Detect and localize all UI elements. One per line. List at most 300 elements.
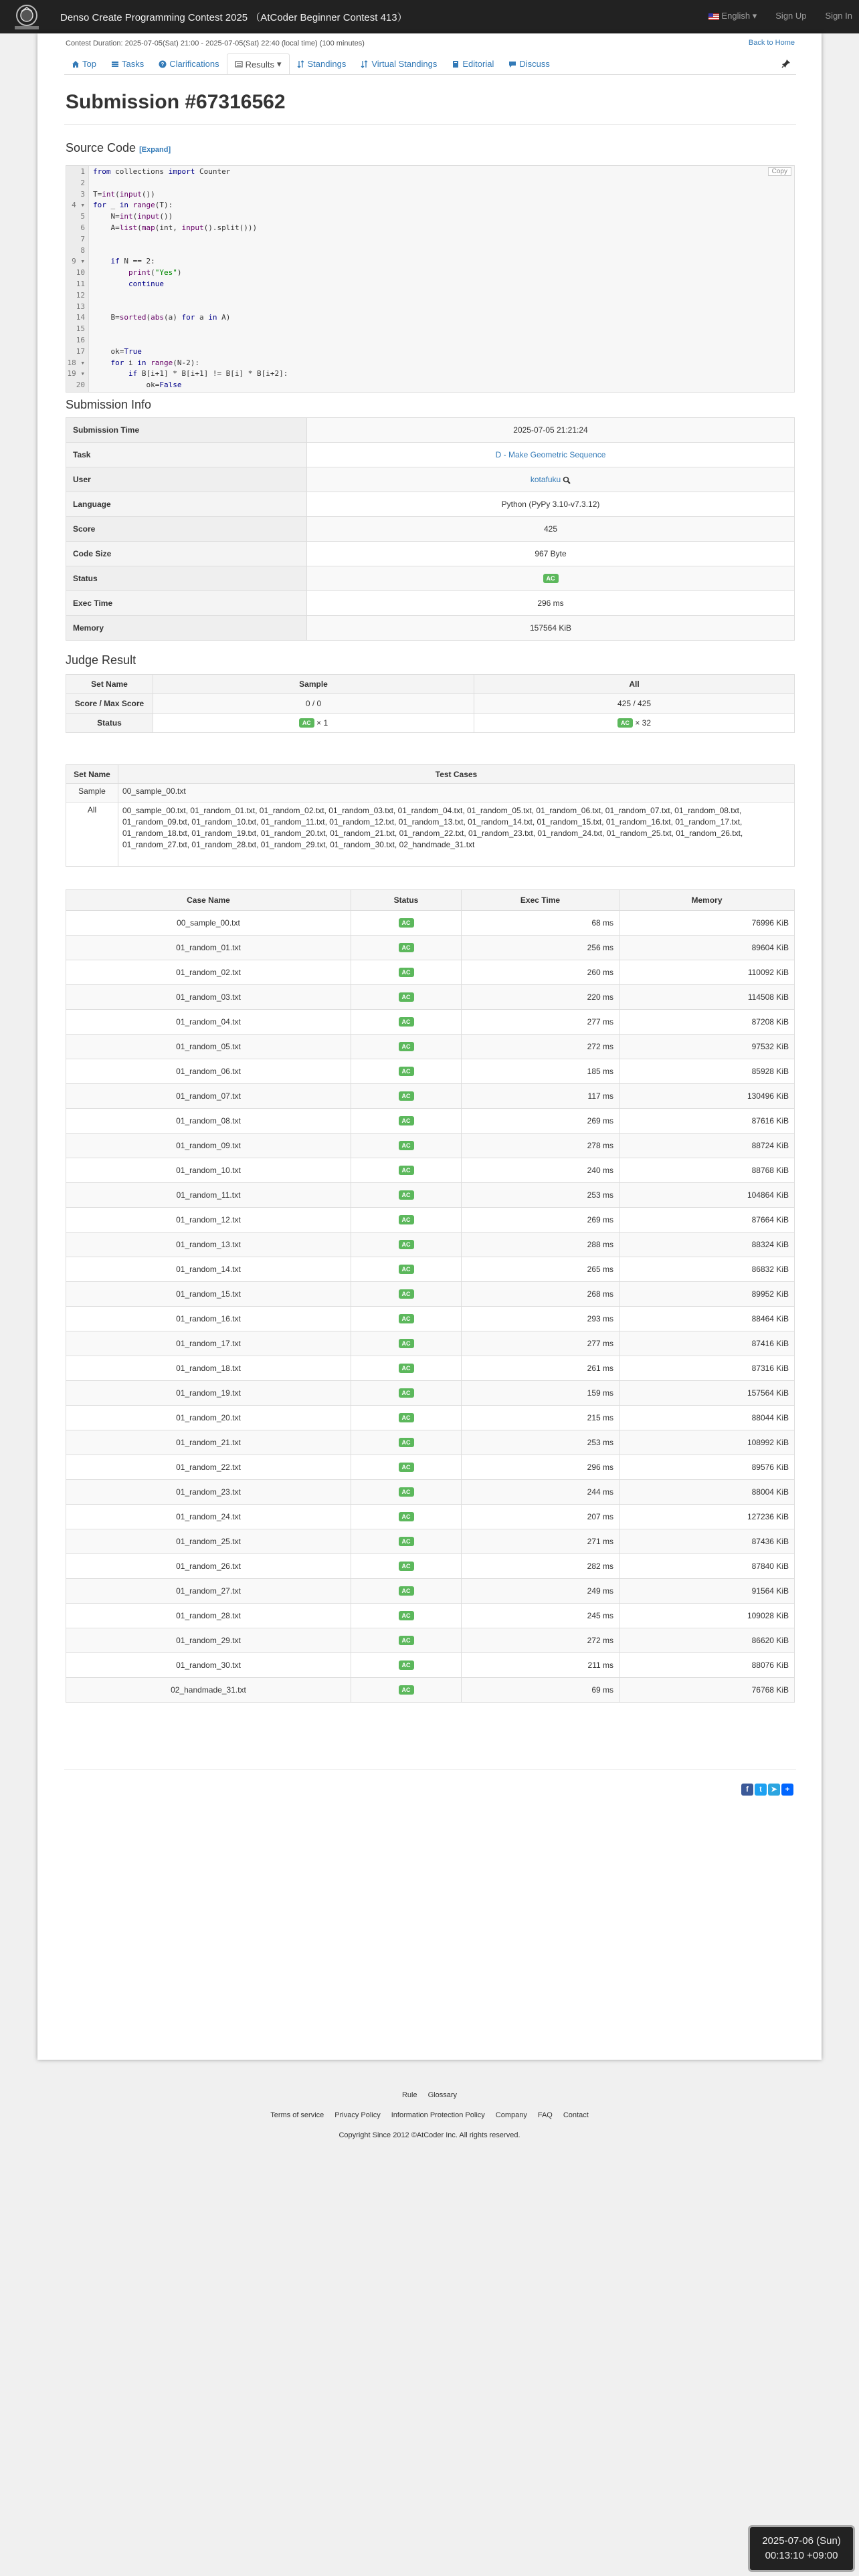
clock-time: 00:13:10 +09:00: [765, 2550, 838, 2561]
case-name: 01_random_20.txt: [66, 1406, 351, 1430]
line-number: 6: [80, 223, 85, 232]
fixed-clock: [748, 2525, 855, 2572]
share-buttons: [741, 1784, 793, 1796]
case-status: [351, 1257, 462, 1282]
case-exec-time: 69 ms: [462, 1678, 619, 1703]
case-memory: 104864 KiB: [619, 1183, 795, 1208]
info-row: [66, 517, 795, 542]
info-label: Exec Time: [66, 591, 307, 616]
flag-icon: [708, 13, 719, 20]
case-status: [351, 1579, 462, 1604]
code-line: [66, 302, 85, 312]
case-exec-time: 265 ms: [462, 1257, 619, 1282]
code-line: [66, 268, 182, 278]
table-row: [66, 1505, 795, 1529]
status-badge: AC: [399, 1017, 414, 1027]
set-name-all: All: [66, 802, 118, 867]
footer-link-privacy-policy[interactable]: Privacy Policy: [335, 2111, 381, 2119]
status-badge: AC: [399, 1562, 414, 1571]
table-row: [66, 1480, 795, 1505]
code-line: [66, 381, 182, 390]
case-name: 01_random_27.txt: [66, 1579, 351, 1604]
judge-col-sample: Sample: [153, 675, 474, 694]
case-exec-time: 282 ms: [462, 1554, 619, 1579]
case-exec-time: 256 ms: [462, 936, 619, 960]
case-exec-time: 215 ms: [462, 1406, 619, 1430]
status-badge: AC: [399, 968, 414, 977]
page-title: Submission #67316562: [66, 91, 286, 113]
code-text: for _ in range(T):: [93, 201, 173, 210]
search-icon[interactable]: [563, 476, 571, 484]
case-exec-time: 244 ms: [462, 1480, 619, 1505]
home-icon: [72, 60, 80, 68]
case-exec-time: 220 ms: [462, 985, 619, 1010]
table-row: [66, 1158, 795, 1183]
tab-standings[interactable]: Standings: [290, 53, 354, 74]
case-memory: 88768 KiB: [619, 1158, 795, 1183]
status-badge: AC: [399, 1636, 414, 1645]
source-code-heading: Source Code [Expand]: [66, 141, 171, 154]
info-value: [307, 418, 795, 443]
case-memory: 88324 KiB: [619, 1232, 795, 1257]
case-exec-time: 261 ms: [462, 1356, 619, 1381]
pin-icon[interactable]: [781, 59, 791, 68]
case-memory: 91564 KiB: [619, 1579, 795, 1604]
case-name: 01_random_03.txt: [66, 985, 351, 1010]
table-row: [66, 1208, 795, 1232]
table-row: [66, 1232, 795, 1257]
col-case-name: Case Name: [66, 890, 351, 911]
case-name: 01_random_29.txt: [66, 1628, 351, 1653]
case-status: [351, 1529, 462, 1554]
info-label: Code Size: [66, 542, 307, 566]
case-exec-time: 117 ms: [462, 1084, 619, 1109]
code-text: if B[i+1] * B[i+1] != B[i] * B[i+2]:: [128, 369, 288, 379]
info-row: [66, 467, 795, 492]
table-row: [66, 1084, 795, 1109]
user-link[interactable]: kotafuku: [530, 475, 561, 484]
status-badge: AC: [399, 1042, 414, 1051]
code-line: [66, 346, 142, 356]
case-status: [351, 1183, 462, 1208]
judge-col-set-name: Set Name: [66, 675, 153, 694]
line-number: 14: [76, 313, 85, 322]
case-name: 01_random_01.txt: [66, 936, 351, 960]
case-status: [351, 1282, 462, 1307]
table-row: [66, 1554, 795, 1579]
judge-result-heading: Judge Result: [66, 653, 136, 667]
status-badge: AC: [399, 1537, 414, 1546]
info-value: [307, 566, 795, 591]
status-badge: AC: [399, 1339, 414, 1348]
case-exec-time: 293 ms: [462, 1307, 619, 1331]
table-row: [66, 1406, 795, 1430]
table-row: [66, 1307, 795, 1331]
status-badge: AC: [399, 1388, 414, 1398]
all-status: AC × 32: [474, 714, 795, 733]
case-exec-time: 272 ms: [462, 1035, 619, 1059]
sort-icon: [297, 60, 305, 68]
case-memory: 114508 KiB: [619, 985, 795, 1010]
tab-tasks[interactable]: Tasks: [104, 53, 151, 74]
case-memory: 89576 KiB: [619, 1455, 795, 1480]
sample-score: 0 / 0: [153, 694, 474, 714]
case-status: [351, 1134, 462, 1158]
code-text: N=int(input()): [93, 212, 173, 221]
case-exec-time: 296 ms: [462, 1455, 619, 1480]
case-status: [351, 960, 462, 985]
code-text: A=list(map(int, input().split())): [93, 223, 258, 232]
tab-discuss[interactable]: Discuss: [501, 53, 557, 74]
table-row: [66, 1678, 795, 1703]
case-status: [351, 1480, 462, 1505]
case-exec-time: 253 ms: [462, 1430, 619, 1455]
case-memory: 87436 KiB: [619, 1529, 795, 1554]
case-status: [351, 1158, 462, 1183]
code-line: [66, 324, 85, 334]
info-value: [307, 591, 795, 616]
case-name: 01_random_22.txt: [66, 1455, 351, 1480]
status-badge: AC: [399, 1067, 414, 1076]
case-status: [351, 1059, 462, 1084]
status-badge: AC: [399, 1265, 414, 1274]
case-name: 00_sample_00.txt: [66, 911, 351, 936]
case-exec-time: 207 ms: [462, 1505, 619, 1529]
table-row: [66, 1628, 795, 1653]
table-row: [66, 1529, 795, 1554]
case-memory: 87840 KiB: [619, 1554, 795, 1579]
info-value: [307, 467, 795, 492]
case-memory: 86620 KiB: [619, 1628, 795, 1653]
sets-col-set-name: Set Name: [66, 765, 118, 784]
case-name: 01_random_11.txt: [66, 1183, 351, 1208]
info-value-text: 2025-07-05 21:21:24: [513, 425, 588, 435]
code-text: ok=False: [93, 381, 182, 390]
case-status: [351, 1084, 462, 1109]
info-value-text: Python (PyPy 3.10-v7.3.12): [501, 500, 600, 509]
case-status: [351, 1604, 462, 1628]
footer-link-faq[interactable]: FAQ: [537, 2111, 553, 2119]
case-name: 01_random_26.txt: [66, 1554, 351, 1579]
status-badge: AC: [399, 1141, 414, 1150]
code-line: [66, 313, 231, 322]
code-line: [66, 201, 173, 210]
status-badge: AC: [399, 1512, 414, 1521]
case-status: [351, 1109, 462, 1134]
case-status: [351, 1035, 462, 1059]
table-row: [66, 1035, 795, 1059]
case-status: [351, 1307, 462, 1331]
code-line: [66, 358, 199, 368]
submission-info-heading: Submission Info: [66, 398, 152, 411]
status-badge: AC: [399, 1413, 414, 1422]
line-number: 16: [76, 336, 85, 344]
line-number: 18 ▾: [67, 358, 85, 367]
footer-links-secondary: [0, 2111, 859, 2119]
status-badge: AC: [399, 1215, 414, 1224]
status-badge: AC: [399, 1289, 414, 1299]
case-results-table: [66, 889, 795, 1703]
case-memory: 108992 KiB: [619, 1430, 795, 1455]
case-memory: 88724 KiB: [619, 1134, 795, 1158]
info-row: [66, 616, 795, 641]
info-row: [66, 542, 795, 566]
back-home-link[interactable]: Back to Home: [748, 39, 795, 47]
code-line: [66, 369, 288, 379]
results-icon: [235, 60, 243, 68]
status-badge: AC: [399, 1314, 414, 1323]
top-navbar: [0, 0, 859, 33]
case-exec-time: 185 ms: [462, 1059, 619, 1084]
code-line: [66, 167, 231, 177]
case-exec-time: 288 ms: [462, 1232, 619, 1257]
table-row: [66, 1134, 795, 1158]
info-label: Task: [66, 443, 307, 467]
sign-up-link[interactable]: Sign Up: [775, 11, 807, 21]
footer-link-rule[interactable]: Rule: [401, 2091, 417, 2099]
line-number: 4 ▾: [72, 201, 85, 210]
case-exec-time: 271 ms: [462, 1529, 619, 1554]
info-value-text: 296 ms: [537, 599, 564, 608]
status-badge: AC: [399, 1611, 414, 1620]
case-status: [351, 985, 462, 1010]
col-memory: Memory: [619, 890, 795, 911]
info-row: [66, 443, 795, 467]
tab-top[interactable]: Top: [64, 53, 104, 74]
case-exec-time: 260 ms: [462, 960, 619, 985]
case-name: 01_random_13.txt: [66, 1232, 351, 1257]
table-row: [66, 1331, 795, 1356]
more-share-icon[interactable]: +: [781, 1784, 793, 1796]
judge-row-status: Status: [66, 714, 153, 733]
line-number: 11: [76, 280, 85, 288]
case-name: 01_random_04.txt: [66, 1010, 351, 1035]
source-code-block[interactable]: [66, 165, 795, 393]
case-status: [351, 1505, 462, 1529]
case-name: 01_random_06.txt: [66, 1059, 351, 1084]
case-status: [351, 1208, 462, 1232]
code-text: B=sorted(abs(a) for a in A): [93, 313, 231, 322]
judge-col-all: All: [474, 675, 795, 694]
case-name: 01_random_10.txt: [66, 1158, 351, 1183]
line-number: 2: [80, 178, 85, 187]
line-number: 1: [80, 167, 85, 176]
case-memory: 110092 KiB: [619, 960, 795, 985]
code-text: T=int(input()): [93, 189, 155, 199]
case-exec-time: 269 ms: [462, 1109, 619, 1134]
case-name: 01_random_28.txt: [66, 1604, 351, 1628]
set-name-sample: Sample: [66, 784, 118, 802]
case-exec-time: 278 ms: [462, 1134, 619, 1158]
info-row: [66, 591, 795, 616]
case-exec-time: 249 ms: [462, 1579, 619, 1604]
copyright: Copyright Since 2012 ©AtCoder Inc. All rights reserved.: [339, 2131, 520, 2139]
info-value: [307, 492, 795, 517]
code-text: print("Yes"): [128, 268, 182, 278]
case-memory: 76768 KiB: [619, 1678, 795, 1703]
table-row: [66, 1010, 795, 1035]
col-exec-time: Exec Time: [462, 890, 619, 911]
case-exec-time: 211 ms: [462, 1653, 619, 1678]
case-status: [351, 1430, 462, 1455]
list-icon: [111, 60, 119, 68]
line-number: 3: [80, 189, 85, 199]
code-line: [66, 189, 155, 199]
code-line: [66, 246, 85, 255]
info-row: [66, 566, 795, 591]
tab-editorial[interactable]: Editorial: [444, 53, 501, 74]
line-number: 10: [76, 268, 85, 278]
case-exec-time: 269 ms: [462, 1208, 619, 1232]
case-exec-time: 277 ms: [462, 1331, 619, 1356]
code-line: [66, 212, 173, 221]
footer-link-terms-of-service[interactable]: Terms of service: [270, 2111, 324, 2119]
expand-button[interactable]: [Expand]: [139, 146, 171, 154]
case-status: [351, 1678, 462, 1703]
status-badge: AC: [399, 1660, 414, 1670]
table-row: [66, 960, 795, 985]
case-memory: 130496 KiB: [619, 1084, 795, 1109]
language-dropdown[interactable]: English ▾: [708, 11, 757, 21]
footer-link-information-protection-policy[interactable]: Information Protection Policy: [391, 2111, 485, 2119]
code-line: [66, 235, 85, 244]
sign-in-link[interactable]: Sign In: [825, 11, 852, 21]
code-text: for i in range(N-2):: [110, 358, 199, 367]
clock-date: 2025-07-06 (Sun): [762, 2535, 841, 2547]
submission-info-table: [66, 417, 795, 641]
contest-title[interactable]: Denso Create Programming Contest 2025 （AtCoder Beginner Contest 413）: [60, 12, 407, 23]
code-line: [66, 291, 85, 300]
status-badge: AC: [543, 574, 559, 583]
case-status: [351, 911, 462, 936]
case-memory: 88076 KiB: [619, 1653, 795, 1678]
case-status: [351, 1381, 462, 1406]
case-name: 01_random_19.txt: [66, 1381, 351, 1406]
case-exec-time: 245 ms: [462, 1604, 619, 1628]
case-name: 01_random_05.txt: [66, 1035, 351, 1059]
status-badge: AC: [399, 1091, 414, 1101]
case-name: 01_random_16.txt: [66, 1307, 351, 1331]
status-badge: AC: [617, 718, 633, 728]
case-name: 01_random_14.txt: [66, 1257, 351, 1282]
info-label: Submission Time: [66, 418, 307, 443]
case-status: [351, 1356, 462, 1381]
case-memory: 86832 KiB: [619, 1257, 795, 1282]
line-number: 19 ▾: [67, 369, 85, 379]
code-line: [66, 336, 85, 345]
twitter-share-icon[interactable]: t: [755, 1784, 767, 1796]
table-row: [66, 1282, 795, 1307]
status-badge: AC: [399, 1190, 414, 1200]
case-status: [351, 1331, 462, 1356]
table-row: [66, 985, 795, 1010]
case-status: [351, 1406, 462, 1430]
status-badge: AC: [399, 1364, 414, 1373]
divider: [64, 124, 796, 125]
case-memory: 127236 KiB: [619, 1505, 795, 1529]
line-number: 5: [80, 212, 85, 221]
case-memory: 109028 KiB: [619, 1604, 795, 1628]
code-line: [66, 179, 85, 188]
sort-icon: [361, 60, 369, 68]
status-badge: AC: [399, 1240, 414, 1249]
telegram-share-icon[interactable]: ➤: [768, 1784, 780, 1796]
code-line: [66, 280, 164, 289]
code-text: if N == 2:: [110, 257, 155, 266]
info-value: [307, 443, 795, 467]
col-status: Status: [351, 890, 462, 911]
status-badge: AC: [399, 1685, 414, 1695]
case-name: 01_random_30.txt: [66, 1653, 351, 1678]
divider: [64, 1769, 796, 1770]
case-status: [351, 1455, 462, 1480]
footer-link-contact[interactable]: Contact: [563, 2111, 589, 2119]
atcoder-logo-icon[interactable]: [8, 2, 45, 31]
table-row: [66, 1381, 795, 1406]
case-name: 01_random_17.txt: [66, 1331, 351, 1356]
sample-status: AC × 1: [153, 714, 474, 733]
table-row: [66, 1455, 795, 1480]
question-icon: [159, 60, 167, 68]
info-value-text: 157564 KiB: [529, 623, 572, 633]
table-row: [66, 1653, 795, 1678]
judge-row-score: Score / Max Score: [66, 694, 153, 714]
status-badge: AC: [399, 1116, 414, 1125]
case-name: 01_random_18.txt: [66, 1356, 351, 1381]
case-name: 01_random_21.txt: [66, 1430, 351, 1455]
case-name: 01_random_07.txt: [66, 1084, 351, 1109]
tab-virtual-standings[interactable]: Virtual Standings: [353, 53, 444, 74]
case-name: 02_handmade_31.txt: [66, 1678, 351, 1703]
task-link[interactable]: D - Make Geometric Sequence: [495, 450, 606, 459]
footer-links-primary: [0, 2091, 859, 2099]
info-value: [307, 616, 795, 641]
table-row: [66, 1430, 795, 1455]
table-row: [66, 936, 795, 960]
copy-button[interactable]: Copy: [768, 167, 791, 176]
info-value-text: 967 Byte: [535, 549, 567, 558]
case-exec-time: 272 ms: [462, 1628, 619, 1653]
table-row: [66, 1059, 795, 1084]
info-row: [66, 418, 795, 443]
case-name: 01_random_09.txt: [66, 1134, 351, 1158]
case-name: 01_random_12.txt: [66, 1208, 351, 1232]
case-exec-time: 240 ms: [462, 1158, 619, 1183]
case-memory: 76996 KiB: [619, 911, 795, 936]
line-number: 12: [76, 290, 85, 300]
case-exec-time: 268 ms: [462, 1282, 619, 1307]
status-badge: AC: [399, 1487, 414, 1497]
case-status: [351, 936, 462, 960]
tab-clarifications[interactable]: ? Clarifications: [151, 53, 226, 74]
code-line: [66, 257, 155, 266]
info-label: User: [66, 467, 307, 492]
footer-link-glossary[interactable]: Glossary: [427, 2091, 458, 2099]
tab-results[interactable]: Results ▾: [227, 53, 290, 74]
status-badge: AC: [299, 718, 314, 728]
case-name: 01_random_23.txt: [66, 1480, 351, 1505]
svg-text:?: ?: [161, 61, 165, 68]
case-status: [351, 1628, 462, 1653]
case-memory: 88004 KiB: [619, 1480, 795, 1505]
case-memory: 88044 KiB: [619, 1406, 795, 1430]
test-sets-table: [66, 764, 795, 867]
facebook-share-icon[interactable]: f: [741, 1784, 753, 1796]
case-exec-time: 68 ms: [462, 911, 619, 936]
contest-tabs: [64, 53, 796, 75]
footer-link-company[interactable]: Company: [495, 2111, 527, 2119]
status-badge: AC: [399, 1166, 414, 1175]
